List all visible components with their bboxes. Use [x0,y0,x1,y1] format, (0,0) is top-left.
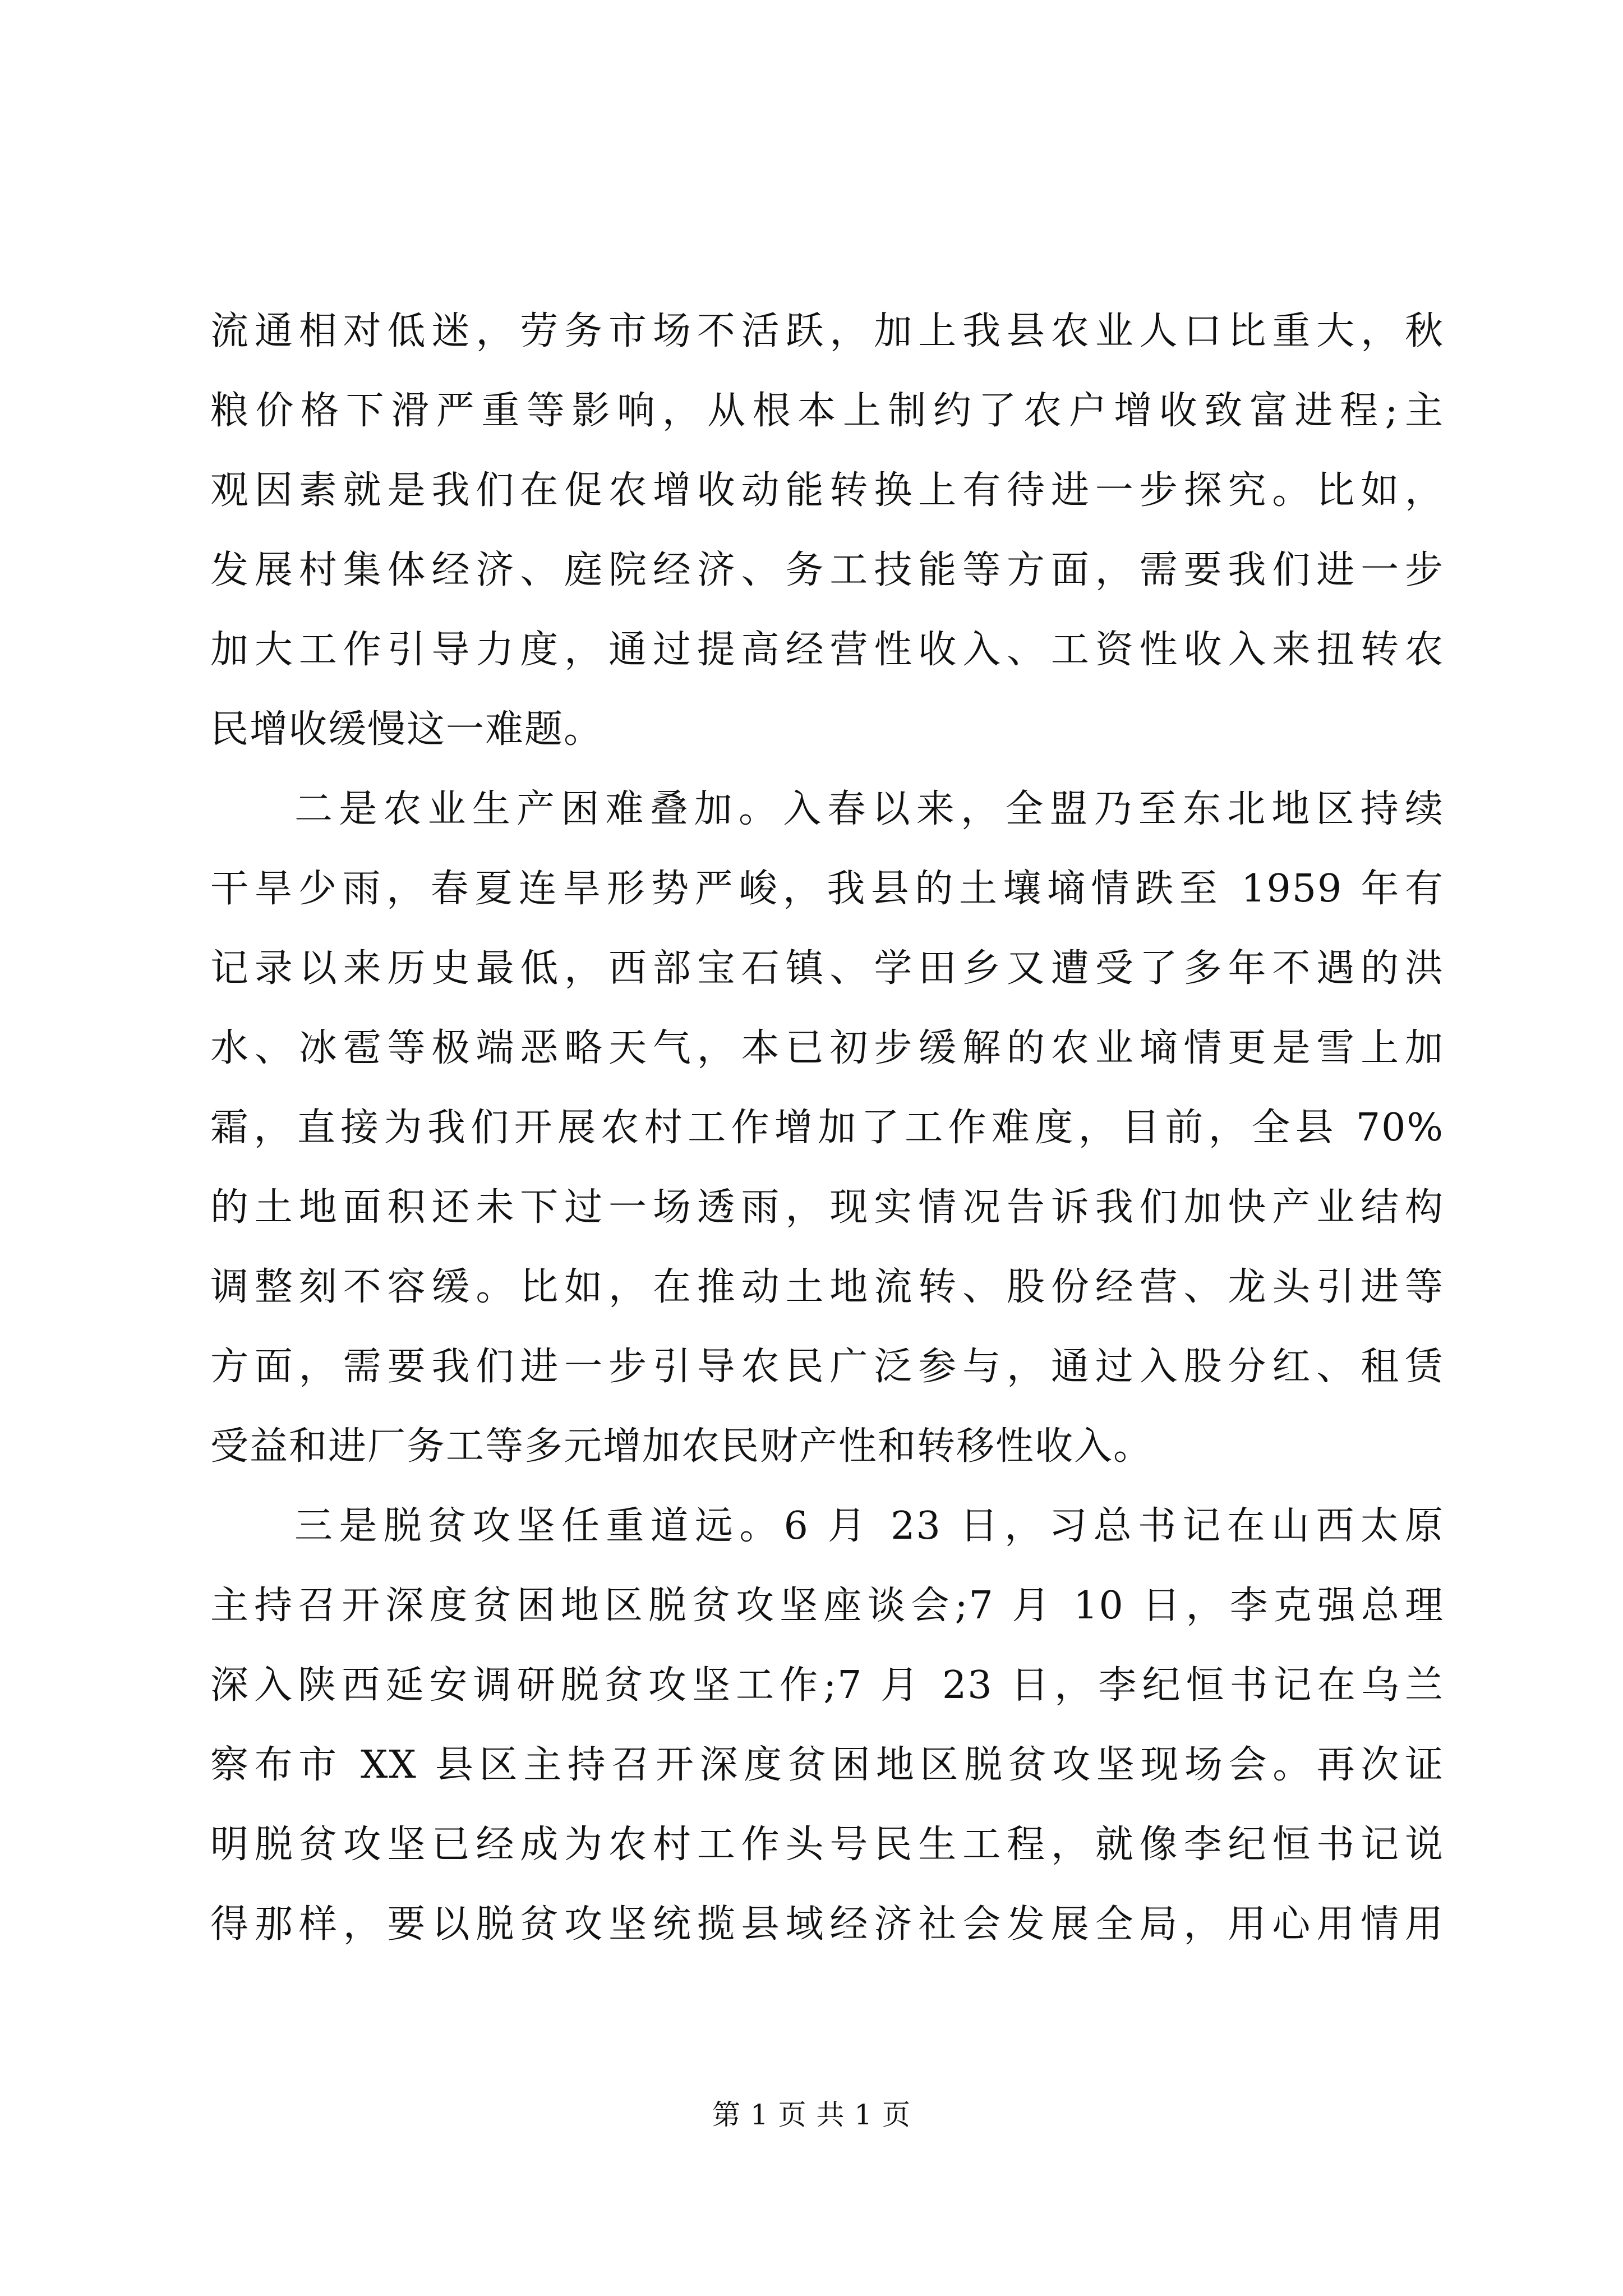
text-line: 受益和进厂务工等多元增加农民财产性和转移性收入。 [210,1424,1153,1469]
paragraph [210,1487,1444,1964]
text-line: 民增收缓慢这一难题。 [210,707,603,752]
text-line: 流通相对低迷，劳务市场不活跃，加上我县农业人口比重大，秋 [210,309,1444,353]
text-line: 的土地面积还未下过一场透雨，现实情况告诉我们加快产业结构 [210,1185,1444,1230]
text-line: 干旱少雨，春夏连旱形势严峻，我县的土壤墒情跌至 1959 年有 [210,867,1444,911]
text-line: 得那样，要以脱贫攻坚统揽县域经济社会发展全局，用心用情用 [210,1902,1444,1947]
text-line: 三是脱贫攻坚任重道远。6 月 23 日，习总书记在山西太原 [294,1504,1444,1548]
text-line: 主持召开深度贫困地区脱贫攻坚座谈会;7 月 10 日，李克强总理 [210,1584,1444,1628]
text-line: 调整刻不容缓。比如，在推动土地流转、股份经营、龙头引进等 [210,1265,1444,1309]
text-line: 二是农业生产困难叠加。入春以来，全盟乃至东北地区持续 [294,787,1444,831]
text-line: 霜，直接为我们开展农村工作增加了工作难度，目前，全县 70% [210,1106,1444,1150]
text-line: 发展村集体经济、庭院经济、务工技能等方面，需要我们进一步 [210,548,1444,592]
text-line: 加大工作引导力度，通过提高经营性收入、工资性收入来扭转农 [210,628,1444,672]
text-line: 记录以来历史最低，西部宝石镇、学田乡又遭受了多年不遇的洪 [210,946,1444,991]
text-line: 粮价格下滑严重等影响，从根本上制约了农户增收致富进程;主 [210,389,1444,433]
paragraph [210,770,1444,1487]
text-line: 察布市 XX 县区主持召开深度贫困地区脱贫攻坚现场会。再次证 [210,1743,1444,1787]
text-line: 水、冰雹等极端恶略天气，本已初步缓解的农业墒情更是雪上加 [210,1026,1444,1070]
page-footer: 第 1 页 共 1 页 [712,2099,911,2131]
document-body [210,292,1444,1964]
text-line: 明脱贫攻坚已经成为农村工作头号民生工程，就像李纪恒书记说 [210,1823,1444,1867]
text-line: 观因素就是我们在促农增收动能转换上有待进一步探究。比如， [210,468,1444,513]
text-line: 方面，需要我们进一步引导农民广泛参与，通过入股分红、租赁 [210,1345,1444,1389]
text-line: 深入陕西延安调研脱贫攻坚工作;7 月 23 日，李纪恒书记在乌兰 [210,1663,1444,1708]
paragraph [210,292,1444,770]
